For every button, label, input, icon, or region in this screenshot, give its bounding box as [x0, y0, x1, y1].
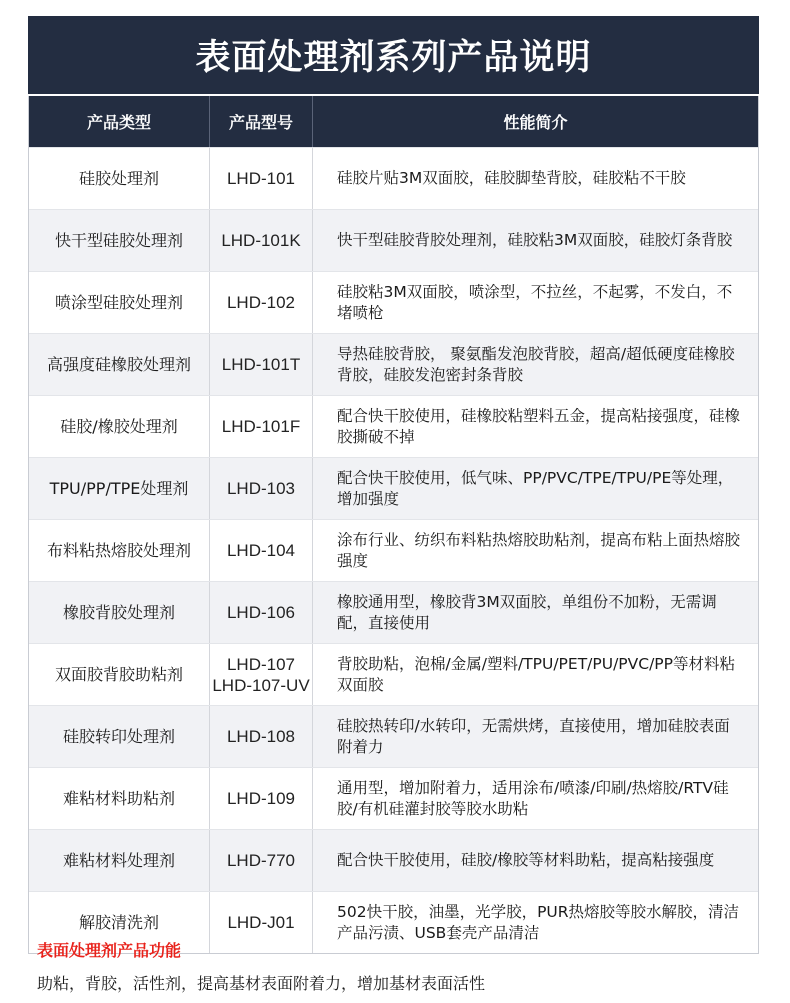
product-model: LHD-J01 — [227, 913, 295, 932]
table-row — [29, 829, 758, 891]
product-model-cell — [209, 706, 312, 767]
performance-desc-cell: 502快干胶，油墨，光学胶，PUR热熔胶等胶水解胶，清洁产品污渍、USB套壳产品清洁 — [312, 892, 758, 953]
performance-desc-cell: 配合快干胶使用，硅胶/橡胶等材料助粘，提高粘接强度 — [312, 830, 758, 891]
product-type-cell: 硅胶转印处理剂 — [62, 727, 175, 746]
performance-desc-cell: 导热硅胶背胶， 聚氨酯发泡胶背胶，超高/超低硬度硅橡胶背胶，硅胶发泡密封条背胶 — [312, 334, 758, 395]
product-model: LHD-101T — [221, 355, 301, 374]
product-type-cell: 难粘材料助粘剂 — [62, 789, 175, 808]
table-row — [29, 705, 758, 767]
product-model-cell — [209, 396, 312, 457]
table-body — [29, 147, 758, 953]
product-model-cell — [209, 458, 312, 519]
table-row — [29, 581, 758, 643]
header-product-type: 产品类型 — [86, 113, 151, 132]
table-row — [29, 333, 758, 395]
table-row — [29, 457, 758, 519]
product-type-cell: 硅胶处理剂 — [78, 169, 159, 188]
performance-desc-cell: 背胶助粘，泡棉/金属/塑料/TPU/PET/PU/PVC/PP等材料粘双面胶 — [312, 644, 758, 705]
product-type-cell: 解胶清洗剂 — [78, 913, 159, 932]
performance-desc-cell: 快干型硅胶背胶处理剂，硅胶粘3M双面胶，硅胶灯条背胶 — [312, 210, 758, 271]
product-type-cell: 高强度硅橡胶处理剂 — [46, 355, 191, 374]
table-row — [29, 395, 758, 457]
product-model: LHD-109 — [226, 789, 296, 808]
product-model-cell — [209, 148, 312, 209]
performance-desc-cell: 硅胶片贴3M双面胶，硅胶脚垫背胶，硅胶粘不干胶 — [312, 148, 758, 209]
header-product-model: 产品型号 — [209, 96, 312, 147]
table-header — [29, 96, 758, 147]
performance-desc-cell: 橡胶通用型，橡胶背3M双面胶，单组份不加粉，无需调配，直接使用 — [312, 582, 758, 643]
table-row — [29, 271, 758, 333]
function-title: 表面处理剂产品功能 — [37, 941, 182, 960]
page-title: 表面处理剂系列产品说明 — [28, 16, 759, 94]
performance-desc-cell: 通用型，增加附着力，适用涂布/喷漆/印刷/热熔胶/RTV硅胶/有机硅灌封胶等胶水助粘 — [312, 768, 758, 829]
product-type-cell: 快干型硅胶处理剂 — [54, 231, 183, 250]
product-model: LHD-101F — [221, 417, 301, 436]
performance-desc-cell: 配合快干胶使用，硅橡胶粘塑料五金，提高粘接强度，硅橡胶撕破不掉 — [312, 396, 758, 457]
product-model: LHD-107-UV — [212, 675, 310, 695]
product-type-cell: 布料粘热熔胶处理剂 — [46, 541, 191, 560]
function-text: 助粘，背胶，活性剂，提高基材表面附着力，增加基材表面活性 — [37, 974, 486, 993]
product-type-cell: 难粘材料处理剂 — [62, 851, 175, 870]
performance-desc-cell: 硅胶热转印/水转印，无需烘烤，直接使用，增加硅胶表面附着力 — [312, 706, 758, 767]
product-model-cell — [209, 520, 312, 581]
product-model-cell — [209, 210, 312, 271]
product-model-cell — [209, 830, 312, 891]
product-model-cell — [209, 582, 312, 643]
product-model: LHD-108 — [226, 727, 296, 746]
product-model-cell — [209, 892, 312, 953]
performance-desc-cell: 配合快干胶使用，低气味、PP/PVC/TPE/TPU/PE等处理，增加强度 — [312, 458, 758, 519]
performance-desc-cell: 涂布行业、纺织布料粘热熔胶助粘剂，提高布粘上面热熔胶强度 — [312, 520, 758, 581]
product-type-cell: 硅胶/橡胶处理剂 — [60, 417, 178, 436]
product-model-cell — [209, 768, 312, 829]
product-type-cell: TPU/PP/TPE处理剂 — [49, 479, 189, 498]
table-row — [29, 147, 758, 209]
product-model: LHD-770 — [226, 851, 296, 870]
product-model: LHD-106 — [226, 603, 296, 622]
product-model: LHD-101K — [221, 231, 301, 250]
performance-desc-cell: 硅胶粘3M双面胶，喷涂型，不拉丝，不起雾，不发白，不堵喷枪 — [312, 272, 758, 333]
product-model: LHD-101 — [226, 169, 296, 188]
product-type-cell: 双面胶背胶助粘剂 — [54, 665, 183, 684]
product-model: LHD-102 — [226, 293, 296, 312]
product-type-cell: 橡胶背胶处理剂 — [62, 603, 175, 622]
product-type-cell: 喷涂型硅胶处理剂 — [54, 293, 183, 312]
product-model: LHD-103 — [226, 479, 296, 498]
header-performance: 性能简介 — [312, 96, 758, 147]
table-row — [29, 643, 758, 705]
table-row — [29, 209, 758, 271]
product-model: LHD-104 — [226, 541, 296, 560]
product-model: LHD-107 — [226, 654, 296, 674]
table-row — [29, 519, 758, 581]
product-model-cell — [209, 272, 312, 333]
product-model-cell — [209, 644, 312, 705]
table-row — [29, 767, 758, 829]
product-model-cell — [209, 334, 312, 395]
product-table — [28, 96, 759, 954]
